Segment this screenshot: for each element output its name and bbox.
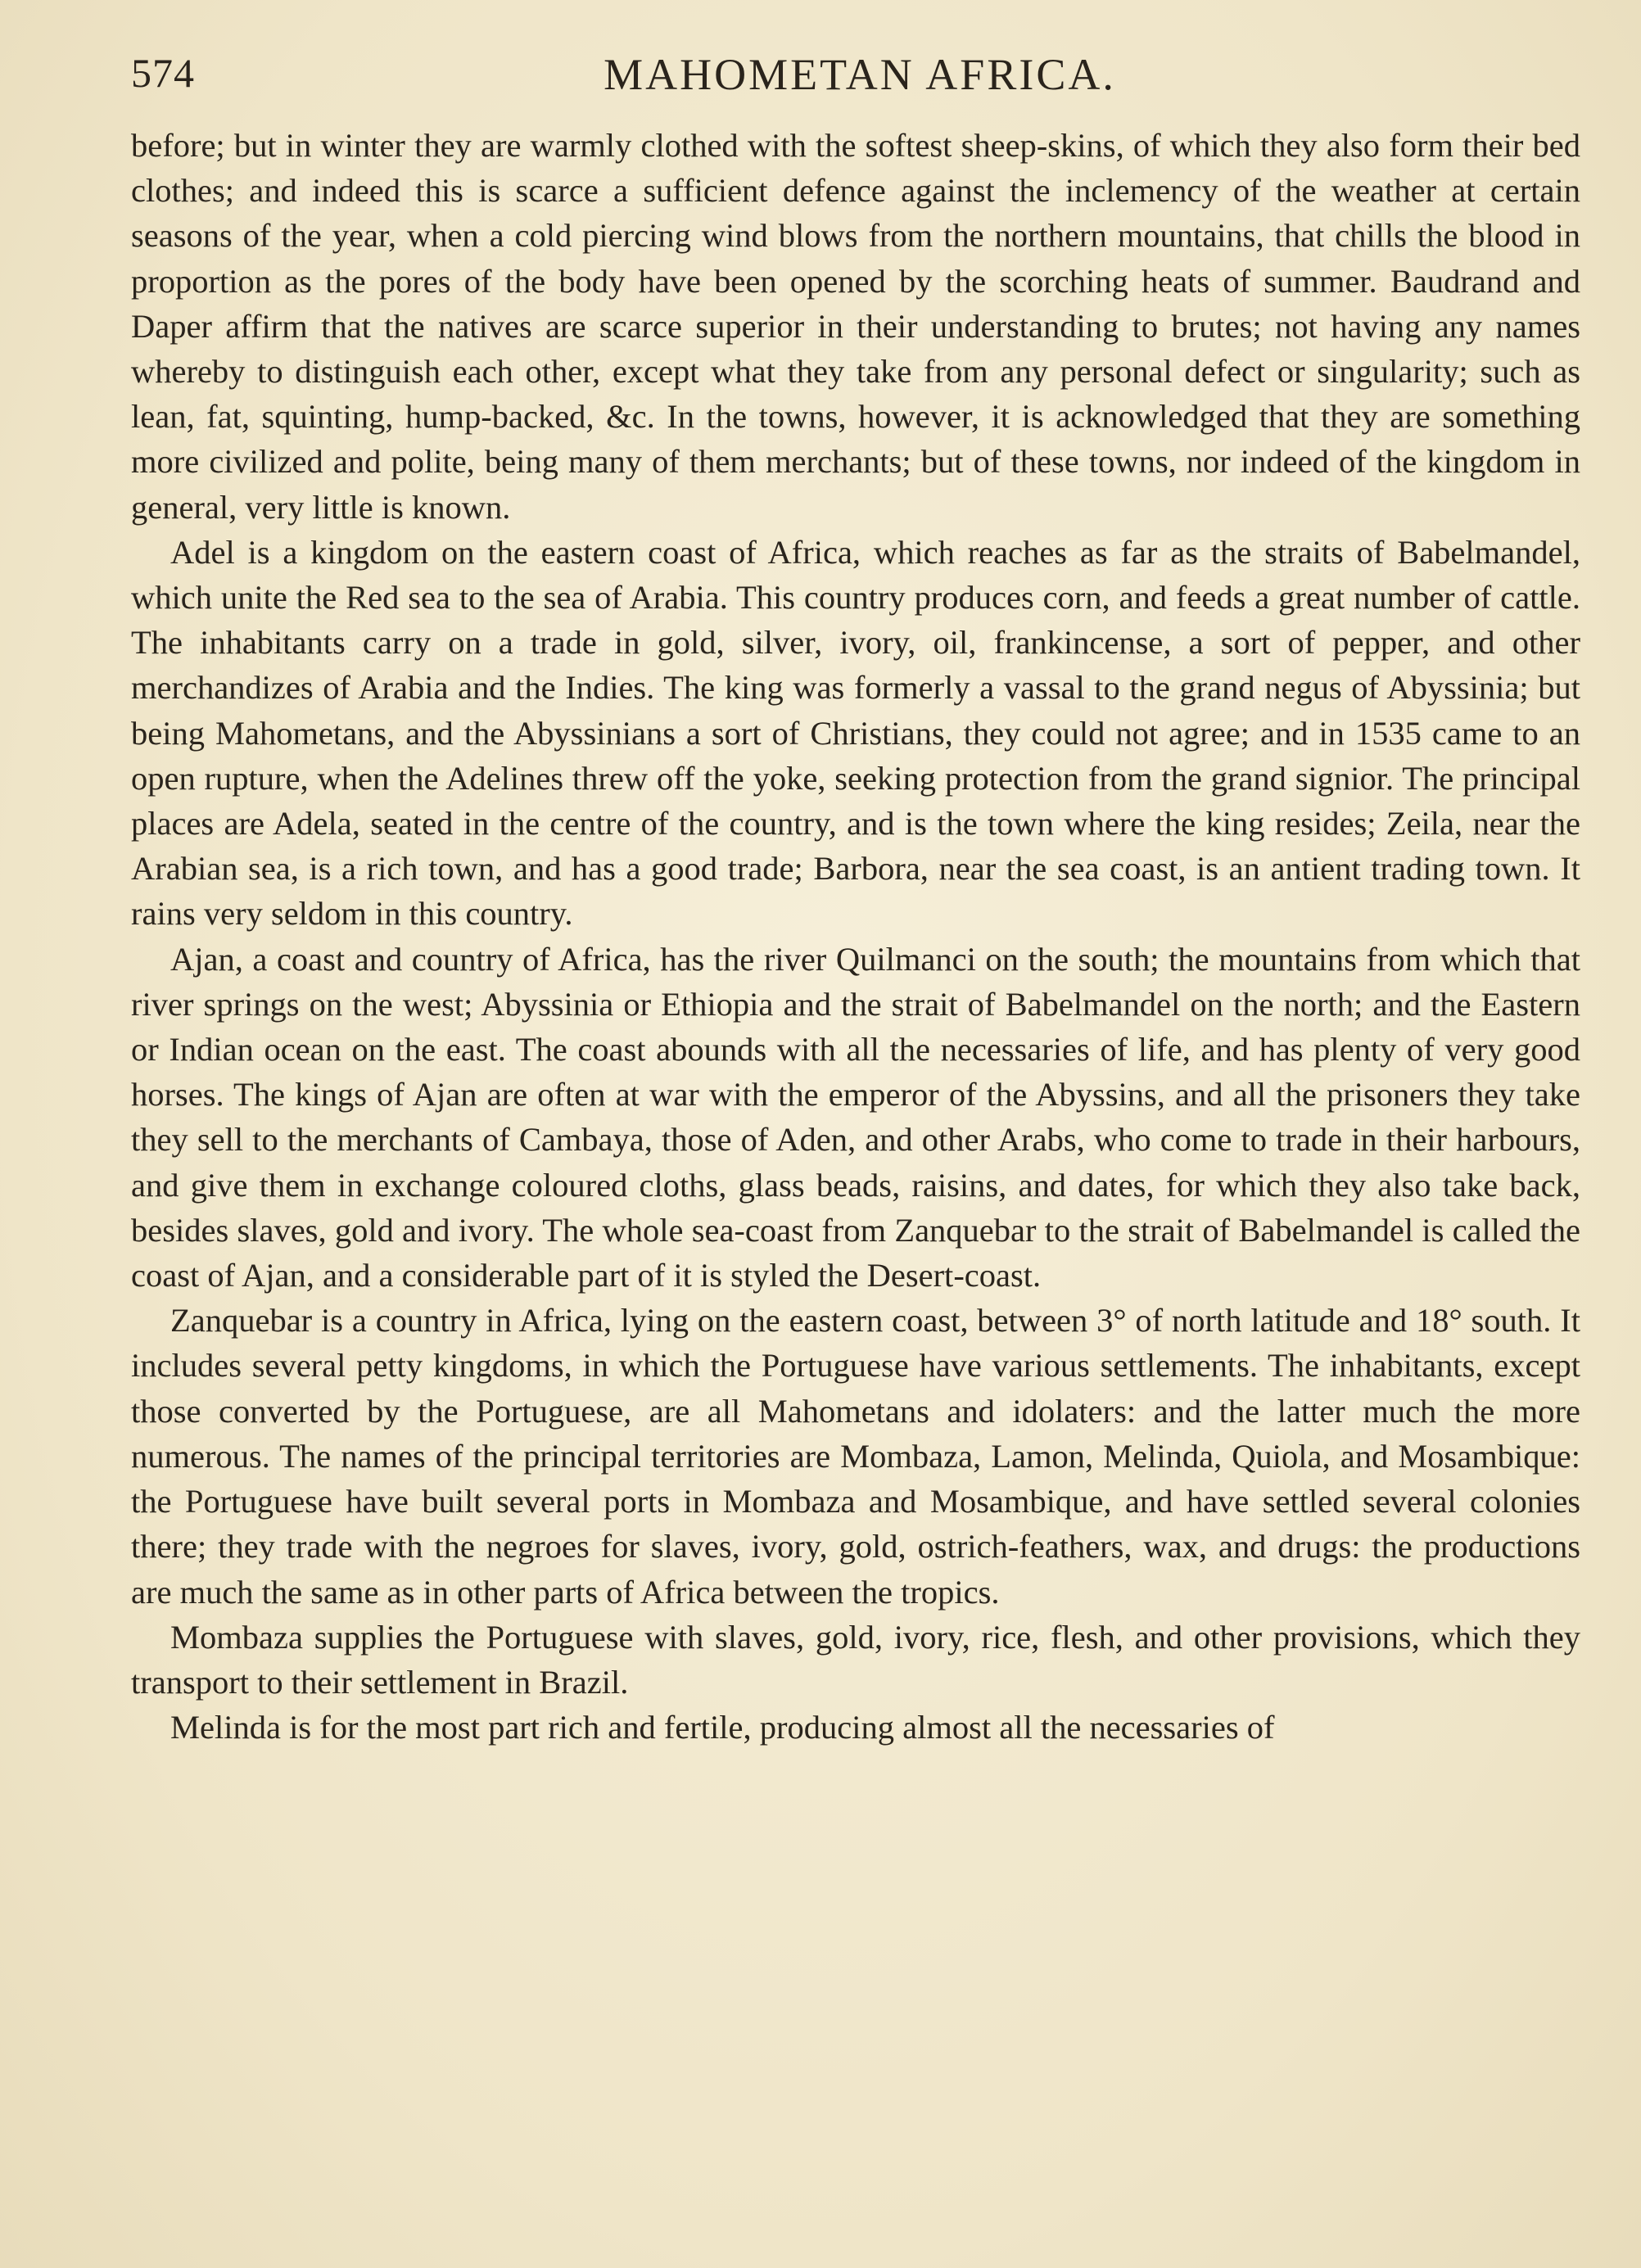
body-text [131, 123, 1580, 1750]
page-number: 574 [131, 50, 195, 96]
running-head [131, 49, 1589, 106]
paragraph-melinda: Melinda is for the most part rich and fertile, producing almost all the necessaries of [170, 1709, 1275, 1746]
paragraph-zanquebar: Zanquebar is a country in Africa, lying on the eastern coast, between 3° of north latitude and 18° south. It includes several petty kingdoms, in which the Portuguese have various settlements. The inhabitants, except those converted by the Portuguese, are all Mahometans and idolaters: and the latter much the more numerous. The names of the principal territories are Mombaza, Lamon, Melinda, Quiola, and Mosambique: the Portuguese have built several ports in Mombaza and Mosambique, and have settled several colonies there; they trade with the negroes for slaves, ivory, gold, ostrich-feathers, wax, and drugs: the productions are much the same as in other parts of Africa between the tropics. [131, 1302, 1580, 1611]
paragraph-mombaza: Mombaza supplies the Portuguese with slaves, gold, ivory, rice, flesh, and other provisions, which they transport to their settlement in Brazil. [131, 1618, 1580, 1701]
paragraph-ajan: Ajan, a coast and country of Africa, has the river Quilmanci on the south; the mountains from which that river springs on the west; Abyssinia or Ethiopia and the strait of Babelmandel on the north; and the Eastern or Indian ocean on the east. The coast abounds with all the necessaries of life, and has plenty of very good horses. The kings of Ajan are often at war with the emperor of the Abyssins, and all the prisoners they take they sell to the merchants of Cambaya, those of Aden, and other Arabs, who come to trade in their harbours, and give them in exchange coloured cloths, glass beads, raisins, and dates, for which they also take back, besides slaves, gold and ivory. The whole sea-coast from Zanquebar to the strait of Babelmandel is called the coast of Ajan, and a considerable part of it is styled the Desert-coast. [131, 940, 1580, 1294]
paragraph-continuation: before; but in winter they are warmly clothed with the softest sheep-skins, of which they also form their bed clothes; and indeed this is scarce a sufficient defence against the inclemency of the weather at certain seasons of the year, when a cold piercing wind blows from the northern mountains, that chills the blood in proportion as the pores of the body have been opened by the scorching heats of summer. Baudrand and Daper affirm that the natives are scarce superior in their understanding to brutes; not having any names whereby to distinguish each other, except what they take from any personal defect or singularity; such as lean, fat, squinting, hump-backed, &c. In the towns, however, it is acknowledged that they are something more civilized and polite, being many of them merchants; but of these towns, nor indeed of the kingdom in general, very little is known. [131, 127, 1580, 526]
page-title: MAHOMETAN AFRICA. [604, 50, 1116, 99]
paragraph-adel: Adel is a kingdom on the eastern coast of Africa, which reaches as far as the straits of Babelmandel, which unite the Red sea to the sea of Arabia. This country produces corn, and feeds a great number of cattle. The inhabitants carry on a trade in gold, silver, ivory, oil, frankincense, a sort of pepper, and other merchandizes of Arabia and the Indies. The king was formerly a vassal to the grand negus of Abyssinia; but being Mahometans, and the Abyssinians a sort of Christians, they could not agree; and in 1535 came to an open rupture, when the Adelines threw off the yoke, seeking protection from the grand signior. The principal places are Adela, seated in the centre of the country, and is the town where the king resides; Zeila, near the Arabian sea, is a rich town, and has a good trade; Barbora, near the sea coast, is an antient trading town. It rains very seldom in this country. [131, 533, 1580, 933]
